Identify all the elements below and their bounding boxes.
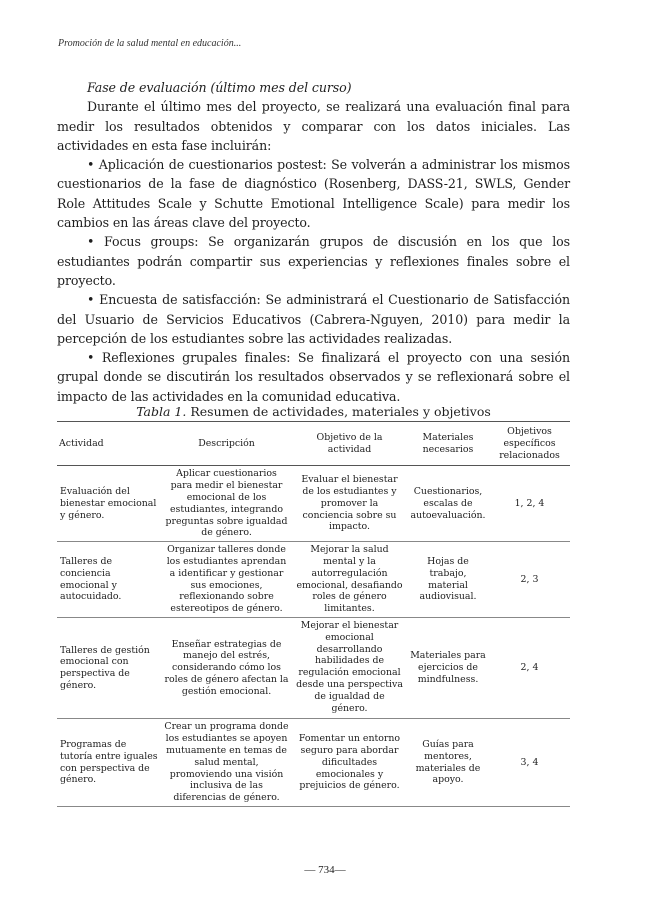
cell-specific-objectives: 2, 3 [489,542,570,618]
paragraph-postest: • Aplicación de cuestionarios postest: Se volverán a administrar los mismos cuestionarios de la fase de diagnóstico (Rosenberg, DASS-21, SWLS, Gender Role Attitudes Scale y Schutte Emotional Intelligence Scale) para medir los cambios en las áreas clave del proyecto. [57,157,570,231]
table-caption-label: Tabla 1. [136,404,187,419]
summary-table [57,421,570,807]
cell-description: Enseñar estrategias de manejo del estrés, considerando cómo los roles de género afectan la gestión emocional. [161,617,292,718]
cell-objective: Mejorar el bienestar emocional desarrollando habilidades de regulación emocional desde una perspectiva de igualdad de género. [292,617,407,718]
cell-activity: Talleres de conciencia emocional y autocuidado. [57,542,161,618]
page-number: — 734— [304,864,346,876]
table-row [57,617,570,718]
paragraph-reflections: • Reflexiones grupales finales: Se finalizará el proyecto con una sesión grupal donde se discutirán los resultados observados y se reflexionará sobre el impacto de las actividades en la comunidad educativa. [57,350,570,404]
cell-materials: Cuestionarios, escalas de autoevaluación. [407,466,489,542]
header-objective: Objetivo de la actividad [292,422,407,466]
cell-materials: Materiales para ejercicios de mindfulness. [407,617,489,718]
section-title: Fase de evaluación (último mes del curso) [87,80,352,95]
table-caption-text: Resumen de actividades, materiales y objetivos [190,404,491,419]
table-header-row [57,422,570,466]
table-row [57,542,570,618]
cell-specific-objectives: 1, 2, 4 [489,466,570,542]
paragraph-intro: Durante el último mes del proyecto, se realizará una evaluación final para medir los resultados obtenidos y comparar con los datos iniciales. Las actividades en esta fase incluirán: [57,99,570,153]
paragraph-focus-groups: • Focus groups: Se organizarán grupos de discusión en los que los estudiantes podrán compartir sus experiencias y reflexiones finales sobre el proyecto. [57,234,570,288]
header-activity: Actividad [57,422,161,466]
cell-materials: Hojas de trabajo, material audiovisual. [407,542,489,618]
cell-specific-objectives: 3, 4 [489,719,570,807]
table-row [57,466,570,542]
cell-materials: Guías para mentores, materiales de apoyo. [407,719,489,807]
header-materials: Materiales necesarios [407,422,489,466]
body-text [57,78,570,406]
cell-objective: Mejorar la salud mental y la autorregulación emocional, desafiando roles de género limitantes. [292,542,407,618]
running-head: Promoción de la salud mental en educación... [58,38,242,49]
table-row [57,719,570,807]
cell-activity: Programas de tutoría entre iguales con perspectiva de género. [57,719,161,807]
cell-objective: Fomentar un entorno seguro para abordar dificultades emocionales y prejuicios de género. [292,719,407,807]
cell-specific-objectives: 2, 4 [489,617,570,718]
cell-description: Aplicar cuestionarios para medir el bienestar emocional de los estudiantes, integrando preguntas sobre igualdad de género. [161,466,292,542]
cell-description: Crear un programa donde los estudiantes se apoyen mutuamente en temas de salud mental, promoviendo una visión inclusiva de las diferencias de género. [161,719,292,807]
table-caption [57,404,570,419]
header-specific-objectives: Objetivos específicos relacionados [489,422,570,466]
paragraph-satisfaction: • Encuesta de satisfacción: Se administrará el Cuestionario de Satisfacción del Usuario de Servicios Educativos (Cabrera-Nguyen, 2010) para medir la percepción de los estudiantes sobre las actividades realizadas. [57,292,570,346]
cell-objective: Evaluar el bienestar de los estudiantes y promover la conciencia sobre su impacto. [292,466,407,542]
cell-activity: Talleres de gestión emocional con perspectiva de género. [57,617,161,718]
cell-activity: Evaluación del bienestar emocional y género. [57,466,161,542]
cell-description: Organizar talleres donde los estudiantes aprendan a identificar y gestionar sus emociones, reflexionando sobre estereotipos de género. [161,542,292,618]
header-description: Descripción [161,422,292,466]
